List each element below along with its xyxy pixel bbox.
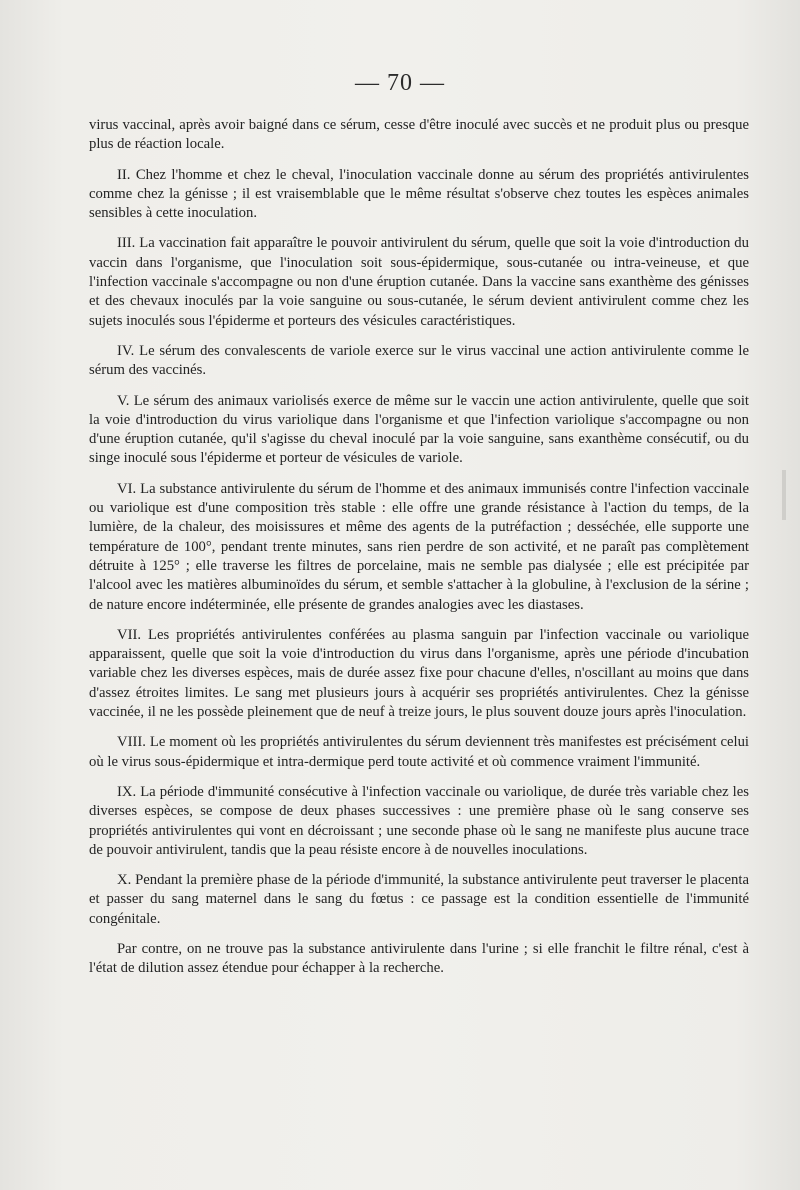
page-edge-mark (782, 470, 786, 520)
body-text (89, 116, 749, 990)
paragraph-iv: IV. Le sérum des convalescents de variole exerce sur le virus vaccinal une action antivirulente comme le sérum des vaccinés. (89, 342, 749, 379)
paragraph-conclusion: Par contre, on ne trouve pas la substance antivirulente dans l'urine ; si elle franchit le filtre rénal, c'est à l'état de dilution assez étendue pour échapper à la recherche. (89, 940, 749, 977)
paragraph-continued: virus vaccinal, après avoir baigné dans ce sérum, cesse d'être inoculé avec succès et ne produit plus ou presque plus de réaction locale. (89, 117, 749, 153)
paragraph-ii: II. Chez l'homme et chez le cheval, l'inoculation vaccinale donne au sérum des propriétés antivirulentes comme chez la génisse ; il est vraisemblable que le même résultat s'observe chez toutes les espèces animales sensibles à cette inoculation. (89, 166, 749, 222)
paragraph-x: X. Pendant la première phase de la période d'immunité, la substance antivirulente peut traverser le placenta et passer du sang maternel dans le sang du fœtus : ce passage est la condition essentielle de l'immunité congénitale. (89, 872, 749, 927)
paragraph-iii: III. La vaccination fait apparaître le pouvoir antivirulent du sérum, quelle que soit la voie d'introduction du vaccin dans l'organisme, que l'inoculation soit sous-épidermique, sous-cutanée ou intra-veineuse, et que l'infection vaccinale s'accompagne ou non d'une éruption cutanée. Dans la vaccine sans exanthème des génisses et des chevaux inoculés par la voie sanguine ou sous-cutanée, le sérum devient antivirulent comme chez les sujets inoculés sous l'épiderme et porteurs des vésicules caractéristiques. (89, 235, 749, 329)
page-number: — 70 — (355, 70, 445, 96)
paragraph-viii: VIII. Le moment où les propriétés antivirulentes du sérum deviennent très manifestes est précisément celui où le virus sous-épidermique et intra-dermique perd toute activité et où commence vraiment l'immunité. (89, 734, 749, 770)
paragraph-v: V. Le sérum des animaux variolisés exerce de même sur le vaccin une action antivirulente, quelle que soit la voie d'introduction du virus variolique dans l'organisme et que l'infection variolique s'accompagne ou non d'une éruption cutanée, qu'il s'agisse du cheval inoculé par la voie sanguine, sans exanthème consécutif, ou du singe inoculé sous l'épiderme et porteur de vésicules de variole. (89, 392, 749, 467)
paragraph-ix: IX. La période d'immunité consécutive à l'infection vaccinale ou variolique, de durée très variable chez les diverses espèces, se compose de deux phases successives : une première phase où le sang conserve ses propriétés antivirulentes qui vont en décroissant ; une seconde phase où le sang ne manifeste plus aucune trace de pouvoir antivirulent, tandis que la peau résiste encore à de nouvelles inoculations. (89, 783, 749, 858)
paragraph-vi: VI. La substance antivirulente du sérum de l'homme et des animaux immunisés contre l'infection vaccinale ou variolique est d'une composition très stable : elle offre une grande résistance à l'action du temps, de la lumière, de la chaleur, des moisissures et même des agents de la putréfaction ; desséchée, elle supporte une température de 100°, pendant trente minutes, sans rien perdre de son activité, et ne paraît pas complètement détruite à 125° ; elle traverse les filtres de porcelaine, mais ne semble pas dialysée ; elle est précipitée par l'alcool avec les matières albuminoïdes du sérum, et semble s'attacher à la globuline, à l'exclusion de la sérine ; de nature encore indéterminée, elle présente de grandes analogies avec les diastases. (89, 480, 749, 613)
paragraph-vii: VII. Les propriétés antivirulentes conférées au plasma sanguin par l'infection vaccinale ou variolique apparaissent, quelle que soit la voie d'introduction du virus dans l'organisme, après une période d'incubation variable chez les diverses espèces, mais de durée assez fixe pour chacune d'elles, n'oscillant au moins que dans d'assez étroites limites. Le sang met plusieurs jours à acquérir ses propriétés antivirulentes. Chez la génisse vaccinée, il ne les possède pleinement que de neuf à treize jours, le plus souvent douze jours après l'inoculation. (89, 626, 749, 721)
